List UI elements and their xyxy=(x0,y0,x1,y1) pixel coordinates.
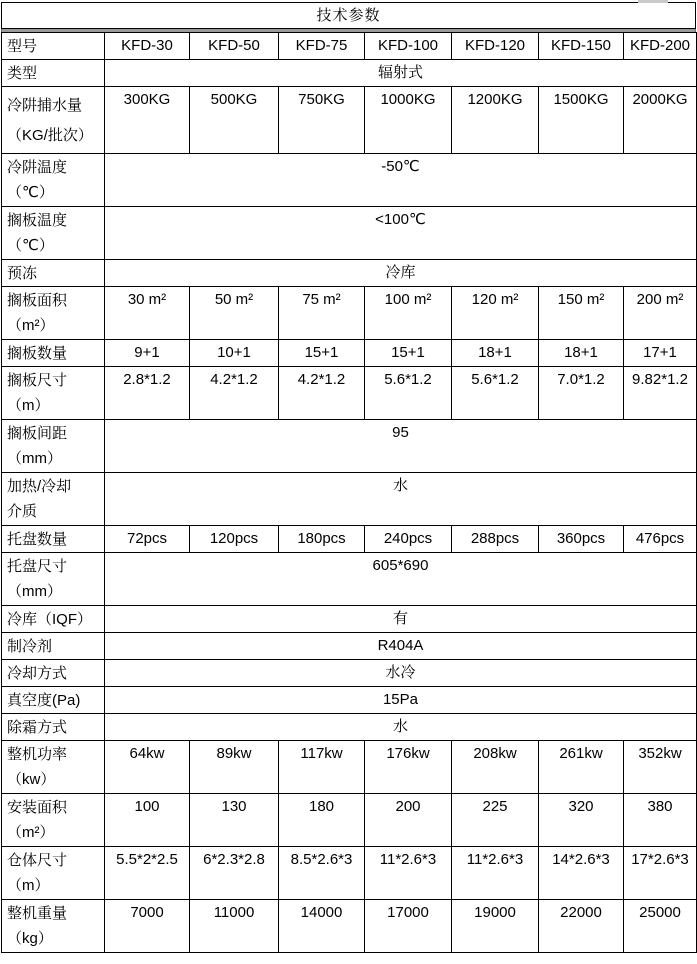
table-title: 技术参数 xyxy=(1,2,696,29)
merged-value-cell: 辐射式 xyxy=(105,60,697,87)
row-label-line: 搁板温度 xyxy=(7,212,68,229)
value-cell: 7000 xyxy=(105,900,190,953)
row-label-line: 托盘尺寸 xyxy=(7,558,68,575)
row-label xyxy=(2,287,105,340)
merged-value-cell: 水 xyxy=(105,714,697,741)
value-cell: 9+1 xyxy=(105,340,190,367)
value-cell: 208kw xyxy=(452,741,539,794)
value-cell: 17+1 xyxy=(624,340,697,367)
value-cell: 72pcs xyxy=(105,526,190,553)
merged-value-cell: 冷库 xyxy=(105,260,697,287)
value-cell: 18+1 xyxy=(452,340,539,367)
spec-row xyxy=(2,340,697,367)
merged-value-cell: 95 xyxy=(105,420,697,473)
spec-row xyxy=(2,207,697,260)
value-cell: 180pcs xyxy=(279,526,365,553)
spec-row xyxy=(2,260,697,287)
spec-row xyxy=(2,687,697,714)
model-header-cell: KFD-30 xyxy=(105,33,190,60)
merged-value-cell: 水 xyxy=(105,473,697,526)
row-label-line: 真空度(Pa) xyxy=(7,692,81,709)
row-label xyxy=(2,606,105,633)
merged-value-cell: <100℃ xyxy=(105,207,697,260)
row-label xyxy=(2,207,105,260)
row-label xyxy=(2,526,105,553)
spec-row xyxy=(2,154,697,207)
value-cell: 11000 xyxy=(190,900,279,953)
value-cell: 19000 xyxy=(452,900,539,953)
value-cell: 288pcs xyxy=(452,526,539,553)
value-cell: 5.6*1.2 xyxy=(452,367,539,420)
merged-value-cell: 有 xyxy=(105,606,697,633)
row-label-line: 类型 xyxy=(7,65,38,82)
value-cell: 22000 xyxy=(539,900,624,953)
value-cell: 2.8*1.2 xyxy=(105,367,190,420)
row-label xyxy=(2,714,105,741)
spec-row xyxy=(2,420,697,473)
model-header-cell: KFD-150 xyxy=(539,33,624,60)
row-label-line: 搁板尺寸 xyxy=(7,372,68,389)
row-label xyxy=(2,847,105,900)
row-label xyxy=(2,340,105,367)
spec-row xyxy=(2,847,697,900)
value-cell: 5.6*1.2 xyxy=(365,367,452,420)
spec-row xyxy=(2,900,697,953)
spec-row xyxy=(2,526,697,553)
spec-row xyxy=(2,473,697,526)
row-label xyxy=(2,900,105,953)
row-label-line: 介质 xyxy=(7,503,38,520)
model-header-cell: KFD-200 xyxy=(624,33,697,60)
value-cell: 64kw xyxy=(105,741,190,794)
value-cell: 7.0*1.2 xyxy=(539,367,624,420)
row-label-line: （℃） xyxy=(7,237,54,254)
spec-row xyxy=(2,606,697,633)
row-label-line: 冷却方式 xyxy=(7,665,68,682)
spec-row xyxy=(2,660,697,687)
value-cell: 50 m² xyxy=(190,287,279,340)
row-label xyxy=(2,741,105,794)
model-header-cell: KFD-100 xyxy=(365,33,452,60)
value-cell: 120 m² xyxy=(452,287,539,340)
spec-row xyxy=(2,553,697,606)
model-row-label: 型号 xyxy=(2,33,105,60)
table-handle-artifact xyxy=(638,0,668,3)
model-header-cell: KFD-50 xyxy=(190,33,279,60)
merged-value-cell: 605*690 xyxy=(105,553,697,606)
model-header-cell: KFD-75 xyxy=(279,33,365,60)
row-label xyxy=(2,154,105,207)
row-label-line: 整机重量 xyxy=(7,905,68,922)
row-label-line: 搁板数量 xyxy=(7,345,68,362)
row-label-line: （m²） xyxy=(7,317,55,334)
value-cell: 75 m² xyxy=(279,287,365,340)
row-label-line: （mm） xyxy=(7,450,62,467)
spec-row xyxy=(2,794,697,847)
row-label-line: 仓体尺寸 xyxy=(7,852,68,869)
value-cell: 352kw xyxy=(624,741,697,794)
spec-row xyxy=(2,633,697,660)
row-label-line: 搁板间距 xyxy=(7,425,68,442)
value-cell: 261kw xyxy=(539,741,624,794)
row-label-line: 安装面积 xyxy=(7,799,68,816)
row-label-line: 搁板面积 xyxy=(7,292,68,309)
row-label xyxy=(2,367,105,420)
value-cell: 1500KG xyxy=(539,87,624,154)
value-cell: 100 xyxy=(105,794,190,847)
value-cell: 30 m² xyxy=(105,287,190,340)
spec-row xyxy=(2,87,697,154)
value-cell: 750KG xyxy=(279,87,365,154)
row-label-line: 整机功率 xyxy=(7,746,68,763)
spec-row xyxy=(2,367,697,420)
row-label-line: （m²） xyxy=(7,824,55,841)
value-cell: 1200KG xyxy=(452,87,539,154)
spec-row xyxy=(2,60,697,87)
spec-table-body xyxy=(2,33,697,953)
value-cell: 1000KG xyxy=(365,87,452,154)
value-cell: 14*2.6*3 xyxy=(539,847,624,900)
row-label-line: 加热/冷却 xyxy=(7,478,72,495)
value-cell: 9.82*1.2 xyxy=(624,367,697,420)
merged-value-cell: -50℃ xyxy=(105,154,697,207)
value-cell: 4.2*1.2 xyxy=(190,367,279,420)
value-cell: 476pcs xyxy=(624,526,697,553)
value-cell: 130 xyxy=(190,794,279,847)
value-cell: 150 m² xyxy=(539,287,624,340)
model-row xyxy=(2,33,697,60)
value-cell: 300KG xyxy=(105,87,190,154)
value-cell: 11*2.6*3 xyxy=(452,847,539,900)
row-label-line: 托盘数量 xyxy=(7,531,68,548)
value-cell: 2000KG xyxy=(624,87,697,154)
merged-value-cell: R404A xyxy=(105,633,697,660)
row-label xyxy=(2,60,105,87)
row-label-line: 预冻 xyxy=(7,265,38,282)
value-cell: 11*2.6*3 xyxy=(365,847,452,900)
value-cell: 17*2.6*3 xyxy=(624,847,697,900)
value-cell: 4.2*1.2 xyxy=(279,367,365,420)
value-cell: 225 xyxy=(452,794,539,847)
value-cell: 89kw xyxy=(190,741,279,794)
value-cell: 14000 xyxy=(279,900,365,953)
value-cell: 18+1 xyxy=(539,340,624,367)
value-cell: 120pcs xyxy=(190,526,279,553)
row-label xyxy=(2,473,105,526)
value-cell: 6*2.3*2.8 xyxy=(190,847,279,900)
value-cell: 117kw xyxy=(279,741,365,794)
row-label-line: 制冷剂 xyxy=(7,638,53,655)
value-cell: 17000 xyxy=(365,900,452,953)
row-label-line: （mm） xyxy=(7,583,62,600)
row-label xyxy=(2,420,105,473)
value-cell: 240pcs xyxy=(365,526,452,553)
value-cell: 380 xyxy=(624,794,697,847)
row-label xyxy=(2,260,105,287)
row-label-line: （m） xyxy=(7,877,50,894)
spec-row xyxy=(2,741,697,794)
row-label-line: （kw） xyxy=(7,771,56,788)
row-label-line: 冷库（IQF） xyxy=(7,611,92,628)
model-header-cell: KFD-120 xyxy=(452,33,539,60)
row-label xyxy=(2,87,105,154)
value-cell: 10+1 xyxy=(190,340,279,367)
row-label xyxy=(2,687,105,714)
value-cell: 5.5*2*2.5 xyxy=(105,847,190,900)
row-label-line: 除霜方式 xyxy=(7,719,68,736)
row-label-line: （kg） xyxy=(7,930,53,947)
row-label-line: （KG/批次） xyxy=(7,127,93,144)
value-cell: 500KG xyxy=(190,87,279,154)
row-label xyxy=(2,660,105,687)
value-cell: 180 xyxy=(279,794,365,847)
merged-value-cell: 水冷 xyxy=(105,660,697,687)
merged-value-cell: 15Pa xyxy=(105,687,697,714)
value-cell: 320 xyxy=(539,794,624,847)
value-cell: 360pcs xyxy=(539,526,624,553)
row-label-line: （℃） xyxy=(7,184,54,201)
value-cell: 176kw xyxy=(365,741,452,794)
value-cell: 8.5*2.6*3 xyxy=(279,847,365,900)
row-label xyxy=(2,633,105,660)
row-label-line: 冷阱温度 xyxy=(7,159,68,176)
row-label-line: 冷阱捕水量 xyxy=(7,97,83,114)
value-cell: 25000 xyxy=(624,900,697,953)
spec-table xyxy=(1,32,697,953)
spec-row xyxy=(2,714,697,741)
spec-row xyxy=(2,287,697,340)
row-label-line: （m） xyxy=(7,397,50,414)
value-cell: 15+1 xyxy=(279,340,365,367)
value-cell: 15+1 xyxy=(365,340,452,367)
value-cell: 200 m² xyxy=(624,287,697,340)
row-label xyxy=(2,553,105,606)
value-cell: 200 xyxy=(365,794,452,847)
value-cell: 100 m² xyxy=(365,287,452,340)
row-label xyxy=(2,794,105,847)
